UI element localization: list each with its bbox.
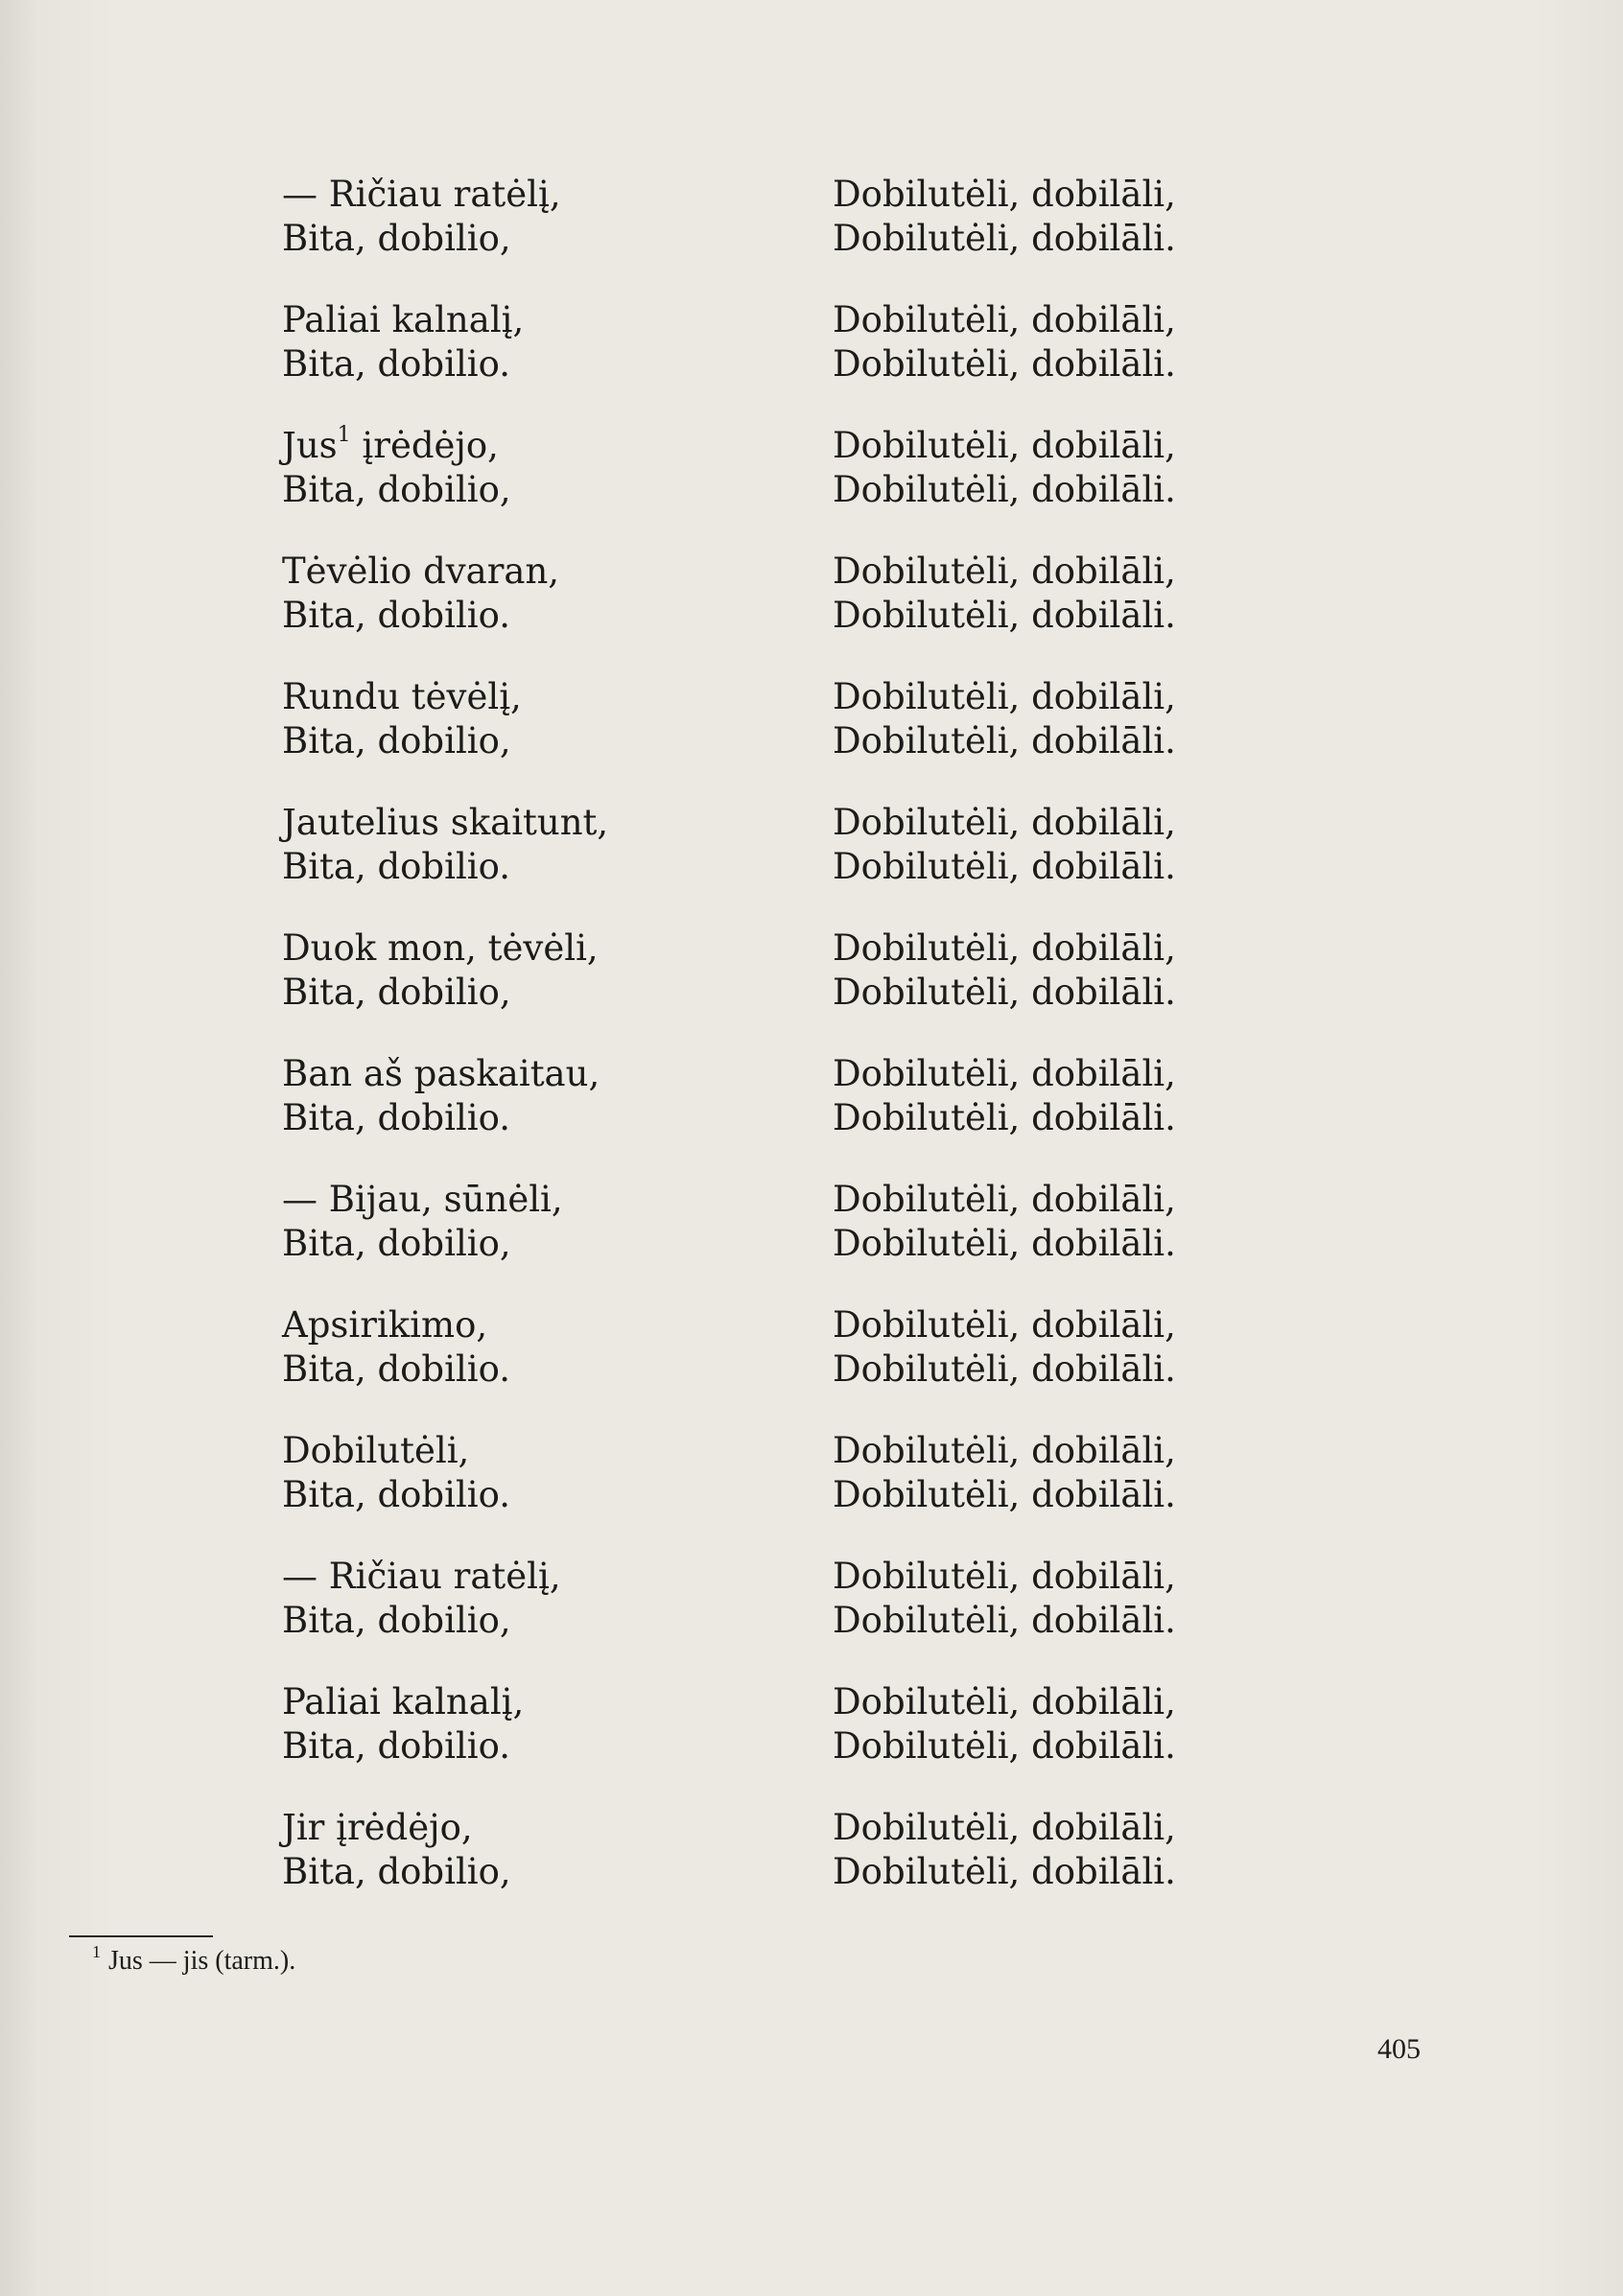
refrain: [833, 173, 1312, 298]
refrain-line: Dobilutėli, dobilāli.: [833, 595, 1176, 636]
refrain: [833, 1178, 1312, 1303]
refrain-line: Dobilutėli, dobilāli.: [833, 972, 1176, 1013]
refrain-line: Dobilutėli, dobilāli.: [833, 343, 1176, 385]
verse-line: [282, 424, 819, 468]
verse-line: Bita, dobilio,: [282, 1223, 511, 1264]
stanza: [282, 1555, 819, 1680]
refrain: [833, 1806, 1312, 1932]
refrain-line: Dobilutėli, dobilāli.: [833, 1851, 1176, 1892]
refrain: [833, 550, 1312, 675]
stanza: [282, 926, 819, 1052]
refrain: [833, 1680, 1312, 1806]
refrain-line: Dobilutėli, dobilāli.: [833, 720, 1176, 761]
verse-word: Jus: [282, 425, 338, 466]
verse-line: Bita, dobilio.: [282, 343, 511, 385]
refrain: [833, 1303, 1312, 1429]
stanza: [282, 298, 819, 424]
verse-line: — Ričiau ratėlį,: [282, 174, 561, 215]
verse-line: Bita, dobilio.: [282, 595, 511, 636]
verse-line: Ban aš paskaitau,: [282, 1053, 600, 1094]
verse-line: Apsirikimo,: [282, 1304, 488, 1346]
verse-line: Dobilutėli,: [282, 1430, 470, 1471]
refrain-line: Dobilutėli, dobilāli,: [833, 174, 1176, 215]
page-number: 405: [1377, 2033, 1421, 2065]
verse-line: Bita, dobilio.: [282, 1097, 511, 1138]
stanza: [282, 1303, 819, 1429]
refrain-line: Dobilutėli, dobilāli,: [833, 425, 1176, 466]
verse-line: Bita, dobilio,: [282, 218, 511, 259]
refrain-line: Dobilutėli, dobilāli,: [833, 1681, 1176, 1722]
stanza: [282, 424, 819, 550]
refrain-line: Dobilutėli, dobilāli,: [833, 551, 1176, 592]
refrain-line: Dobilutėli, dobilāli.: [833, 218, 1176, 259]
refrain-line: Dobilutėli, dobilāli,: [833, 1430, 1176, 1471]
refrain: [833, 1052, 1312, 1178]
verse-line: Paliai kalnalį,: [282, 1681, 525, 1722]
stanza: [282, 1806, 819, 1932]
refrain-line: Dobilutėli, dobilāli,: [833, 1304, 1176, 1346]
verse-line: Paliai kalnalį,: [282, 299, 525, 340]
footnote: [92, 1941, 296, 1978]
verse-line: Bita, dobilio,: [282, 1851, 511, 1892]
stanza: [282, 1429, 819, 1555]
refrain-line: Dobilutėli, dobilāli,: [833, 1053, 1176, 1094]
verse-line: — Bijau, sūnėli,: [282, 1179, 563, 1220]
refrain-line: Dobilutėli, dobilāli,: [833, 802, 1176, 843]
refrain: [833, 801, 1312, 926]
verse-line: Tėvėlio dvaran,: [282, 551, 560, 592]
stanza: [282, 1680, 819, 1806]
refrain: [833, 424, 1312, 550]
right-column: [833, 173, 1312, 1932]
verse-line: Bita, dobilio,: [282, 720, 511, 761]
verse-line: Bita, dobilio,: [282, 1600, 511, 1641]
refrain-line: Dobilutėli, dobilāli.: [833, 846, 1176, 887]
refrain-line: Dobilutėli, dobilāli.: [833, 1223, 1176, 1264]
refrain-line: Dobilutėli, dobilāli,: [833, 927, 1176, 969]
verse-line: Bita, dobilio.: [282, 1348, 511, 1390]
footnote-reference: 1: [337, 422, 351, 447]
refrain-line: Dobilutėli, dobilāli,: [833, 299, 1176, 340]
refrain-line: Dobilutėli, dobilāli.: [833, 1725, 1176, 1767]
refrain-line: Dobilutėli, dobilāli,: [833, 1179, 1176, 1220]
verse-word: įrėdėjo,: [362, 425, 499, 466]
refrain-line: Dobilutėli, dobilāli,: [833, 1807, 1176, 1848]
refrain-line: Dobilutėli, dobilāli.: [833, 469, 1176, 510]
footnote-text: Jus — jis (tarm.).: [108, 1946, 296, 1976]
verse-line: Bita, dobilio.: [282, 1474, 511, 1515]
refrain-line: Dobilutėli, dobilāli.: [833, 1474, 1176, 1515]
stanza: [282, 801, 819, 926]
verse-line: Bita, dobilio,: [282, 469, 511, 510]
footnote-separator: [69, 1935, 213, 1937]
verse-line: Bita, dobilio,: [282, 972, 511, 1013]
refrain: [833, 1555, 1312, 1680]
verse-line: Bita, dobilio.: [282, 1725, 511, 1767]
verse-line: Duok mon, tėvėli,: [282, 927, 599, 969]
stanza: [282, 1178, 819, 1303]
footnote-marker: 1: [92, 1941, 101, 1961]
refrain-line: Dobilutėli, dobilāli,: [833, 1556, 1176, 1597]
stanza: [282, 550, 819, 675]
verse-line: Bita, dobilio.: [282, 846, 511, 887]
verse-line: Rundu tėvėlį,: [282, 676, 522, 717]
refrain-line: Dobilutėli, dobilāli.: [833, 1348, 1176, 1390]
left-column: [282, 173, 819, 1932]
refrain-line: Dobilutėli, dobilāli,: [833, 676, 1176, 717]
verse-line: Jautelius skaitunt,: [282, 802, 609, 843]
refrain: [833, 298, 1312, 424]
refrain: [833, 926, 1312, 1052]
refrain: [833, 675, 1312, 801]
refrain-line: Dobilutėli, dobilāli.: [833, 1097, 1176, 1138]
verse-line: — Ričiau ratėlį,: [282, 1556, 561, 1597]
refrain: [833, 1429, 1312, 1555]
verse-line: Jir įrėdėjo,: [282, 1807, 473, 1848]
stanza: [282, 1052, 819, 1178]
stanza: [282, 173, 819, 298]
refrain-line: Dobilutėli, dobilāli.: [833, 1600, 1176, 1641]
stanza: [282, 675, 819, 801]
